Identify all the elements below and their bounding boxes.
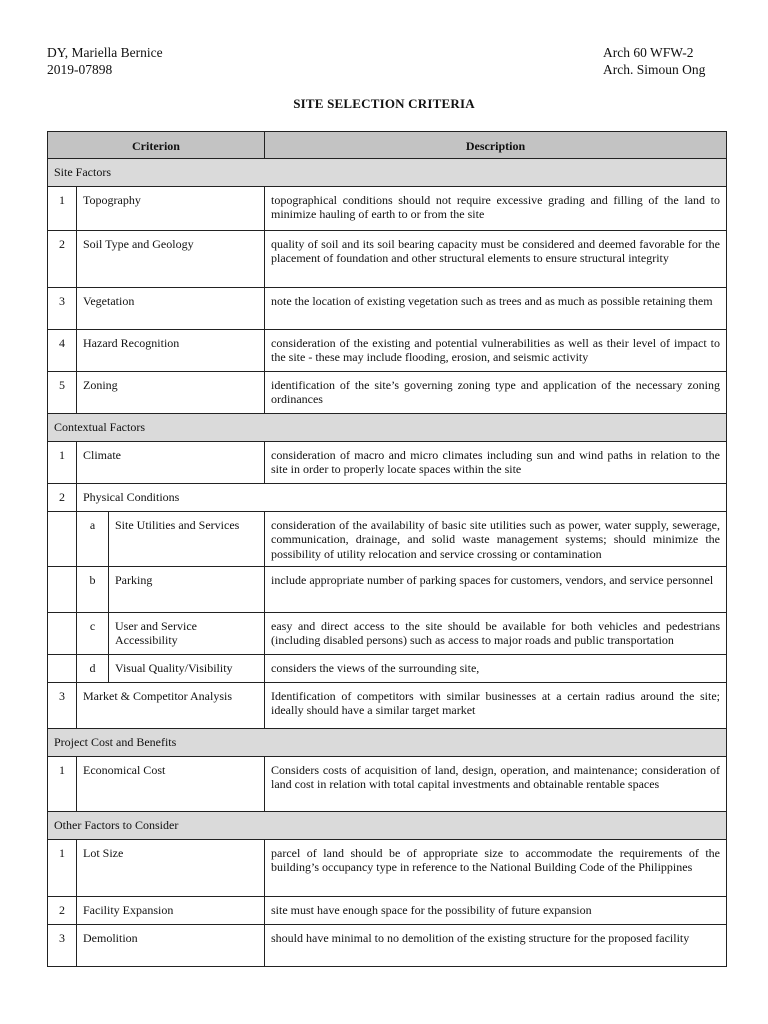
row-number-cell bbox=[48, 567, 77, 613]
section-row bbox=[48, 729, 727, 757]
criterion-description: consideration of the availability of basic site utilities such as power, water supply, sewerage, communication, drainage, and solid waste management systems; should minimize the possibility of utility relocation and service crossing or contamination bbox=[265, 512, 727, 567]
criterion-name: Visual Quality/Visibility bbox=[109, 655, 265, 683]
criterion-description: site must have enough space for the possibility of future expansion bbox=[265, 897, 727, 925]
table-row bbox=[48, 187, 727, 231]
criterion-name: Physical Conditions bbox=[77, 484, 727, 512]
section-row bbox=[48, 812, 727, 840]
row-number: 4 bbox=[48, 330, 77, 372]
row-number: 1 bbox=[48, 757, 77, 812]
section-title: Site Factors bbox=[48, 159, 727, 187]
row-number: 2 bbox=[48, 897, 77, 925]
table-row bbox=[48, 484, 727, 512]
criterion-description: should have minimal to no demolition of the existing structure for the proposed facility bbox=[265, 925, 727, 967]
criterion-description: topographical conditions should not require excessive grading and filling of the land to minimize hauling of earth to or from the site bbox=[265, 187, 727, 231]
table-row bbox=[48, 683, 727, 729]
criteria-table bbox=[47, 131, 727, 967]
criterion-name: Lot Size bbox=[77, 840, 265, 897]
criterion-name: Market & Competitor Analysis bbox=[77, 683, 265, 729]
table-row bbox=[48, 512, 727, 567]
row-number: 3 bbox=[48, 288, 77, 330]
table-row bbox=[48, 567, 727, 613]
criterion-name: Site Utilities and Services bbox=[109, 512, 265, 567]
criterion-name: Economical Cost bbox=[77, 757, 265, 812]
criterion-name: Zoning bbox=[77, 372, 265, 414]
section-title: Contextual Factors bbox=[48, 414, 727, 442]
document-title: SITE SELECTION CRITERIA bbox=[293, 96, 475, 111]
criterion-name: Hazard Recognition bbox=[77, 330, 265, 372]
author-name: DY, Mariella Bernice bbox=[47, 45, 163, 60]
criterion-description: considers the views of the surrounding site, bbox=[265, 655, 727, 683]
criterion-description: identification of the site’s governing zoning type and application of the necessary zoning ordinances bbox=[265, 372, 727, 414]
row-number: 5 bbox=[48, 372, 77, 414]
row-number-cell bbox=[48, 613, 77, 655]
criterion-name: Demolition bbox=[77, 925, 265, 967]
row-number: 2 bbox=[48, 484, 77, 512]
table-row bbox=[48, 330, 727, 372]
criterion-column-header: Criterion bbox=[48, 132, 265, 159]
instructor-name: Arch. Simoun Ong bbox=[603, 62, 706, 77]
criterion-name: Parking bbox=[109, 567, 265, 613]
table-row bbox=[48, 231, 727, 288]
criterion-description: consideration of the existing and potential vulnerabilities as well as their level of impact to the site - these may include flooding, erosion, and seismic activity bbox=[265, 330, 727, 372]
table-row bbox=[48, 840, 727, 897]
table-row bbox=[48, 372, 727, 414]
author-block bbox=[47, 44, 163, 78]
section-title: Project Cost and Benefits bbox=[48, 729, 727, 757]
criterion-name: User and Service Accessibility bbox=[109, 613, 265, 655]
row-number: 1 bbox=[48, 187, 77, 231]
table-row bbox=[48, 442, 727, 484]
row-number: 1 bbox=[48, 442, 77, 484]
table-row bbox=[48, 897, 727, 925]
row-number: 3 bbox=[48, 925, 77, 967]
criterion-description: Considers costs of acquisition of land, design, operation, and maintenance; consideration of land cost in relation with total capital investments and obtainable rentable spaces bbox=[265, 757, 727, 812]
row-number: 1 bbox=[48, 840, 77, 897]
section-row bbox=[48, 414, 727, 442]
criterion-name: Topography bbox=[77, 187, 265, 231]
student-id: 2019-07898 bbox=[47, 62, 113, 77]
table-body bbox=[48, 159, 727, 967]
row-number-cell bbox=[48, 512, 77, 567]
row-number: 3 bbox=[48, 683, 77, 729]
criterion-description: quality of soil and its soil bearing capacity must be considered and deemed favorable for the placement of foundation and other structural elements to ensure structural integrity bbox=[265, 231, 727, 288]
row-number-cell bbox=[48, 655, 77, 683]
criterion-description: consideration of macro and micro climates including sun and wind paths in relation to the site in order to properly locate spaces within the site bbox=[265, 442, 727, 484]
criterion-name: Vegetation bbox=[77, 288, 265, 330]
criterion-name: Soil Type and Geology bbox=[77, 231, 265, 288]
course-block bbox=[603, 44, 705, 78]
table-row bbox=[48, 925, 727, 967]
criterion-description: parcel of land should be of appropriate size to accommodate the requirements of the building’s occupancy type in reference to the National Building Code of the Philippines bbox=[265, 840, 727, 897]
table-row bbox=[48, 655, 727, 683]
sub-letter: a bbox=[77, 512, 109, 567]
criterion-name: Facility Expansion bbox=[77, 897, 265, 925]
criterion-description: include appropriate number of parking spaces for customers, vendors, and service personnel bbox=[265, 567, 727, 613]
criterion-description: note the location of existing vegetation such as trees and as much as possible retaining them bbox=[265, 288, 727, 330]
sub-letter: b bbox=[77, 567, 109, 613]
criterion-name: Climate bbox=[77, 442, 265, 484]
row-number: 2 bbox=[48, 231, 77, 288]
section-row bbox=[48, 159, 727, 187]
criterion-description: easy and direct access to the site should be available for both vehicles and pedestrians (including disabled persons) such as access to major roads and public transportation bbox=[265, 613, 727, 655]
table-row bbox=[48, 613, 727, 655]
table-header-row bbox=[48, 132, 727, 159]
description-column-header: Description bbox=[265, 132, 727, 159]
sub-letter: c bbox=[77, 613, 109, 655]
criterion-description: Identification of competitors with similar businesses at a certain radius around the site; ideally should have a similar target market bbox=[265, 683, 727, 729]
table-row bbox=[48, 757, 727, 812]
course-code: Arch 60 WFW-2 bbox=[603, 45, 694, 60]
table-row bbox=[48, 288, 727, 330]
sub-letter: d bbox=[77, 655, 109, 683]
section-title: Other Factors to Consider bbox=[48, 812, 727, 840]
